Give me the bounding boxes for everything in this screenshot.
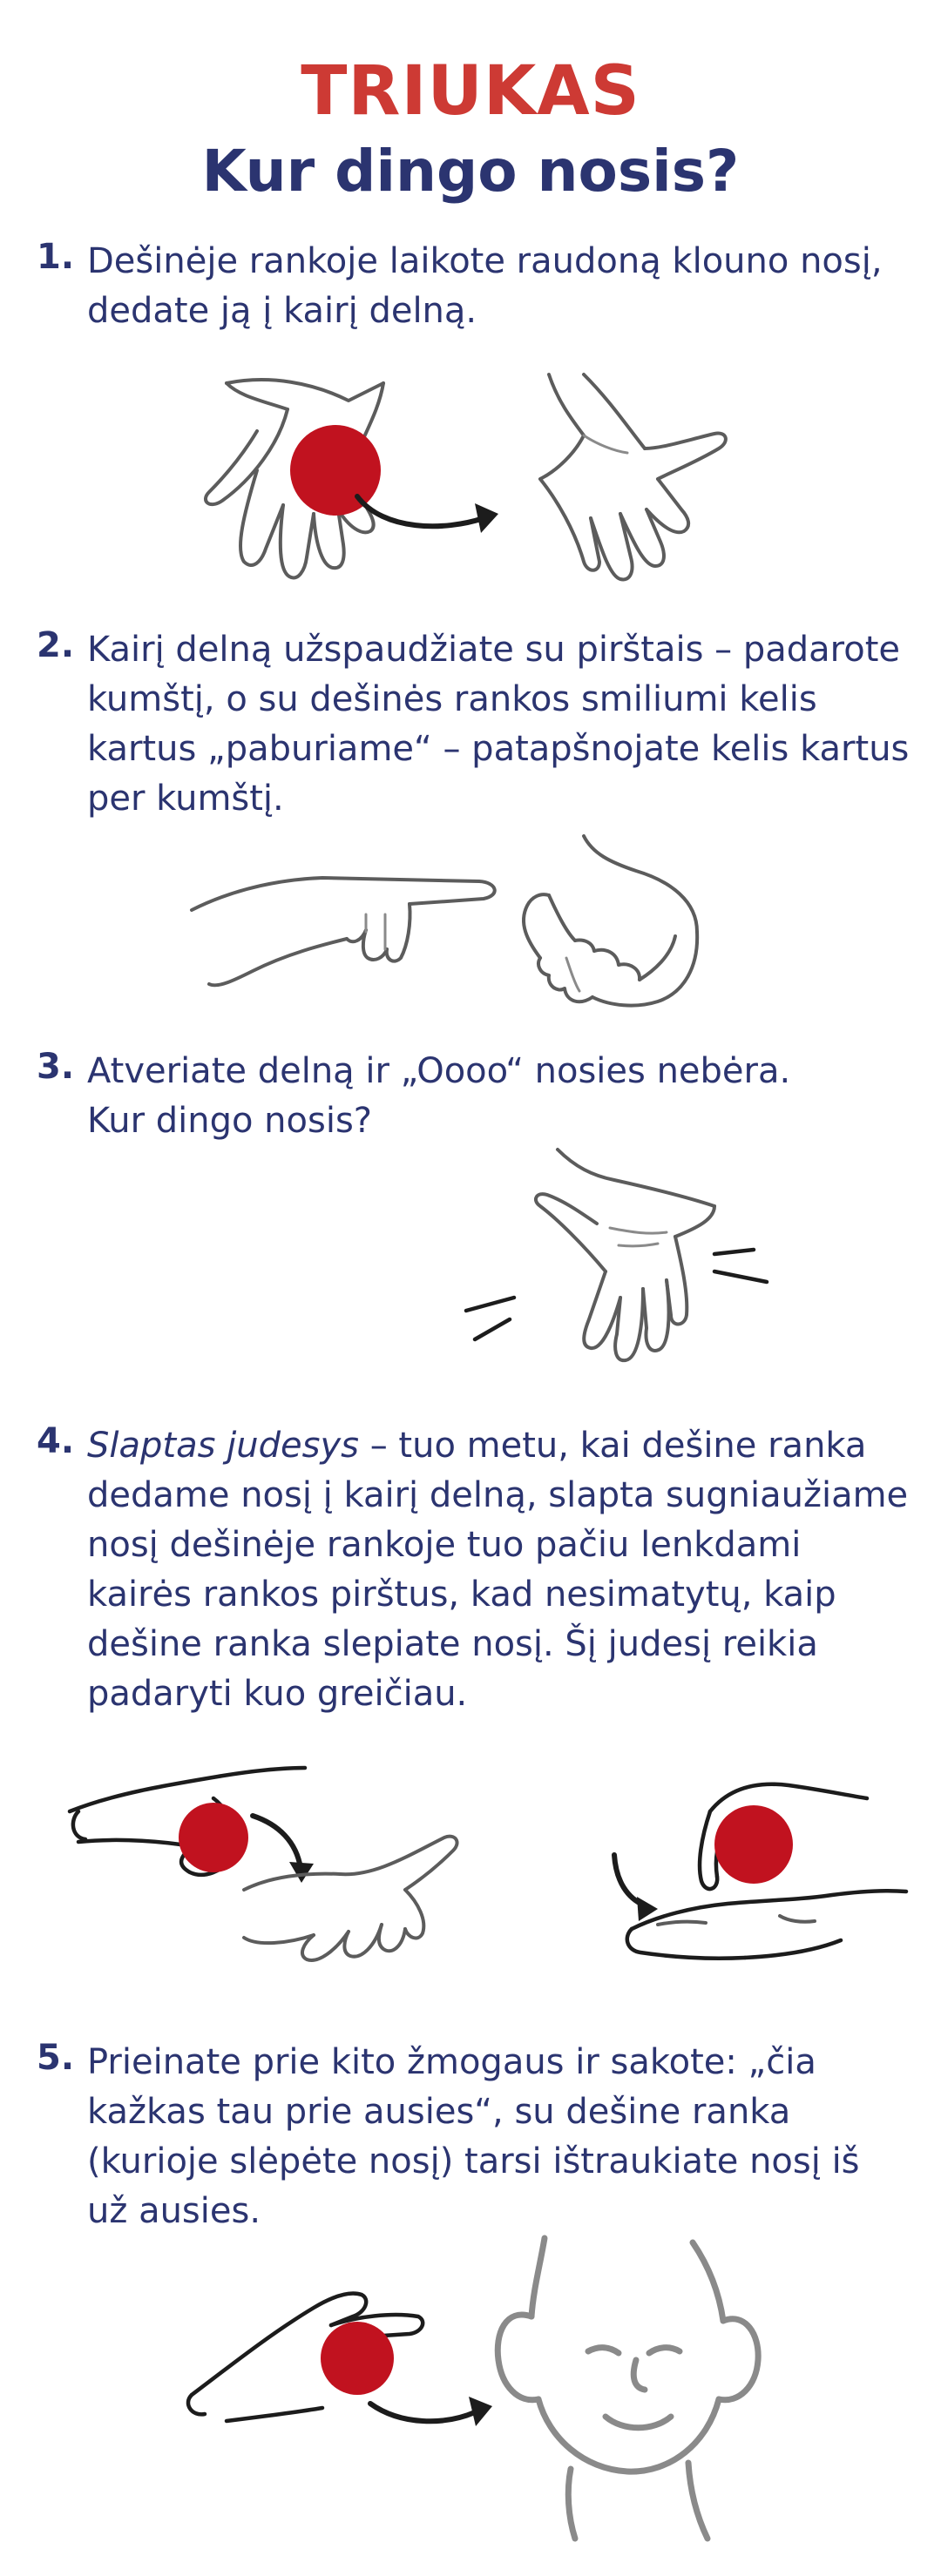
step-4-line: kairės rankos pirštus, kad nesimatytų, kaip — [87, 1575, 836, 1615]
step-1-text — [87, 237, 924, 336]
step-5-line: (kurioje slėpėte nosį) tarsi ištraukiate nosį iš — [87, 2141, 860, 2182]
step-4-number: 4. — [37, 1421, 75, 1461]
open-hand-receiving-icon — [244, 1837, 457, 1960]
page-subtitle: Kur dingo nosis? — [201, 138, 740, 205]
mouth-icon — [606, 2417, 671, 2428]
step-3-number: 3. — [37, 1047, 75, 1087]
open-hand-empty-icon — [536, 1150, 714, 1360]
step-2-line: Kairį delną užspaudžiate su pirštais – padarote — [87, 630, 900, 670]
open-hand-right-icon — [540, 374, 726, 579]
step-2-line: kartus „paburiame“ – patapšnojate kelis kartus — [87, 729, 910, 769]
nose-line-icon — [633, 2360, 645, 2390]
arrow-icon — [614, 1855, 645, 1905]
clown-nose-icon — [714, 1805, 793, 1884]
step-2-number: 2. — [37, 625, 75, 665]
clown-nose-icon — [179, 1803, 248, 1872]
step-4-text — [87, 1421, 924, 1719]
step-4-line: padaryti kuo greičiau. — [87, 1674, 468, 1714]
step-3-line: Kur dingo nosis? — [87, 1101, 373, 1141]
step-4-line: dešine ranka slepiate nosį. Šį judesį reikia — [87, 1624, 818, 1664]
step-1-number: 1. — [37, 237, 75, 277]
clown-nose-icon — [321, 2322, 394, 2395]
secret-move-emphasis: Slaptas judesys — [87, 1426, 359, 1466]
step-5-number: 5. — [37, 2038, 75, 2078]
arrow-icon — [253, 1816, 301, 1868]
arrow-icon — [357, 496, 484, 526]
step-3-illustration — [453, 1141, 802, 1402]
step-3-line: Atveriate delną ir „Oooo“ nosies nebėra. — [87, 1051, 791, 1091]
step-1-illustration — [174, 348, 767, 601]
pointing-hand-icon — [192, 878, 495, 985]
step-2-line: per kumštį. — [87, 779, 284, 819]
arrow-icon — [370, 2404, 475, 2421]
step-5-line: už ausies. — [87, 2191, 261, 2231]
fist-icon — [524, 836, 697, 1006]
step-2-illustration — [183, 827, 723, 1019]
person-face-icon — [498, 2238, 758, 2539]
step-4-illustration-left — [61, 1750, 488, 1994]
step-5-line: Prieinate prie kito žmogaus ir sakote: „čia — [87, 2042, 816, 2082]
step-5-text — [87, 2038, 924, 2236]
step-1-line: dedate ją į kairį delną. — [87, 291, 477, 331]
motion-line-icon — [714, 1271, 767, 1282]
left-eye-icon — [588, 2348, 619, 2353]
step-2-line: kumštį, o su dešinės rankos smiliumi kelis — [87, 679, 817, 719]
step-2-text — [87, 625, 924, 824]
motion-line-icon — [475, 1319, 510, 1339]
motion-line-icon — [466, 1298, 514, 1311]
step-1-line: Dešinėje rankoje laikote raudoną klouno nosį, — [87, 241, 883, 281]
motion-line-icon — [714, 1250, 754, 1254]
step-5-illustration — [174, 2229, 784, 2543]
step-3-text — [87, 1047, 924, 1146]
clown-nose-icon — [290, 425, 381, 516]
step-4-line: nosį dešinėje rankoje tuo pačiu lenkdami — [87, 1525, 802, 1565]
step-4-line: Slaptas judesys – tuo metu, kai dešine ranka — [87, 1426, 867, 1466]
step-5-line: kažkas tau prie ausies“, su dešine ranka — [87, 2092, 791, 2132]
palm-up-hand-icon — [627, 1891, 906, 1959]
right-eye-icon — [649, 2348, 680, 2353]
step-4-illustration-right — [606, 1750, 928, 1994]
page-title: TRIUKAS — [301, 52, 640, 131]
step-4-line: dedame nosį į kairį delną, slapta sugniaužiame — [87, 1475, 909, 1515]
